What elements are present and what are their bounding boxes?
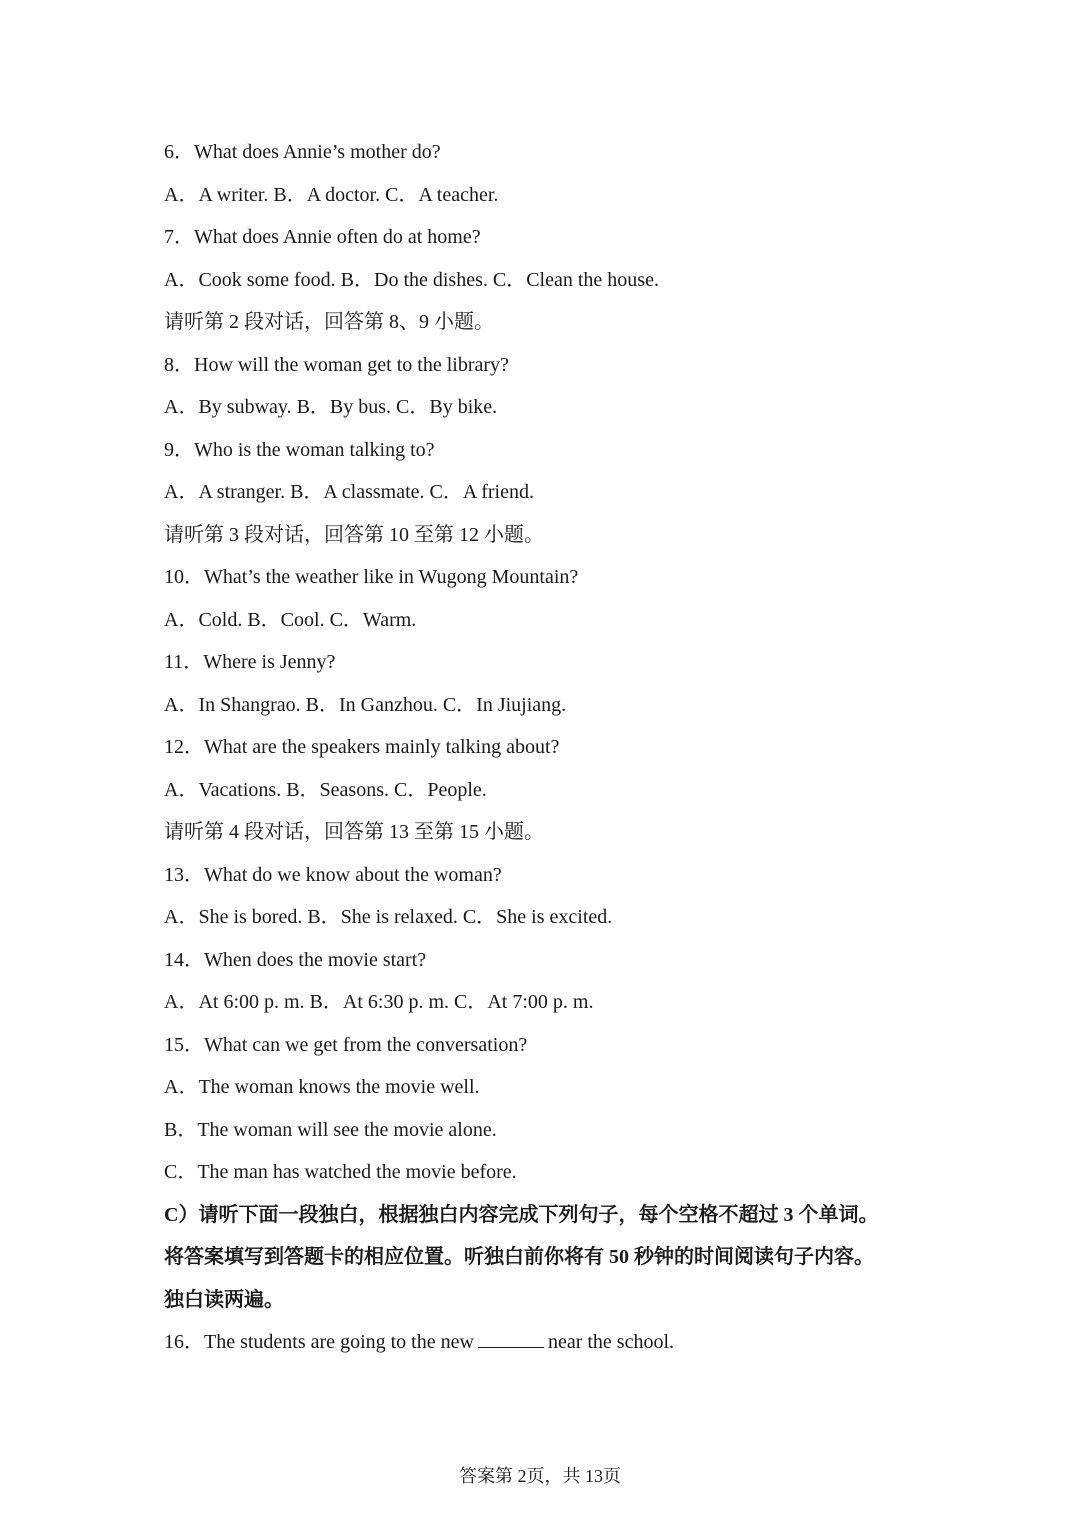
question-16-after: near the school. bbox=[547, 1331, 675, 1353]
options-14: A．At 6:00 p. m. B．At 6:30 p. m. C．At 7:00 p. m. bbox=[164, 991, 594, 1013]
content bbox=[164, 131, 944, 1364]
question-11: 11．Where is Jenny? bbox=[164, 651, 336, 673]
question-16 bbox=[164, 1321, 944, 1364]
instruction-dialogue-3: 请听第 3 段对话，回答第 10 至第 12 小题。 bbox=[164, 523, 544, 546]
section-c-instructions bbox=[164, 1194, 944, 1322]
instruction-dialogue-2: 请听第 2 段对话，回答第 8、9 小题。 bbox=[164, 311, 494, 333]
options-12: A．Vacations. B．Seasons. C．People. bbox=[164, 778, 487, 801]
question-14: 14．When does the movie start? bbox=[164, 948, 427, 971]
option-15-c: C．The man has watched the movie before. bbox=[164, 1161, 517, 1183]
option-15-b: B．The woman will see the movie alone. bbox=[164, 1118, 497, 1141]
question-9: 9．Who is the woman talking to? bbox=[164, 438, 435, 461]
page-footer: 答案第 2页，共 13页 bbox=[459, 1466, 621, 1486]
question-7: 7．What does Annie often do at home? bbox=[164, 226, 481, 248]
question-12: 12．What are the speakers mainly talking about? bbox=[164, 736, 560, 758]
answer-blank bbox=[478, 1329, 544, 1348]
question-15: 15．What can we get from the conversation? bbox=[164, 1033, 528, 1056]
options-10: A．Cold. B．Cool. C．Warm. bbox=[164, 608, 417, 631]
option-15-a: A．The woman knows the movie well. bbox=[164, 1076, 480, 1098]
question-13: 13．What do we know about the woman? bbox=[164, 863, 502, 886]
section-c-line-3: 独白读两遍。 bbox=[164, 1288, 284, 1311]
section-c-line-1: C）请听下面一段独白，根据独白内容完成下列句子，每个空格不超过 3 个单词。 bbox=[164, 1203, 879, 1226]
options-13: A．She is bored. B．She is relaxed. C．She is excited. bbox=[164, 906, 613, 928]
question-6: 6．What does Annie’s mother do? bbox=[164, 141, 441, 163]
options-8: A．By subway. B．By bus. C．By bike. bbox=[164, 396, 498, 418]
options-6: A．A writer. B．A doctor. C．A teacher. bbox=[164, 183, 499, 206]
question-16-before: 16．The students are going to the new bbox=[164, 1331, 474, 1353]
section-c-line-2: 将答案填写到答题卡的相应位置。听独白前你将有 50 秒钟的时间阅读句子内容。 bbox=[164, 1246, 874, 1268]
question-8: 8．How will the woman get to the library? bbox=[164, 353, 509, 376]
options-11: A．In Shangrao. B．In Ganzhou. C．In Jiujiang. bbox=[164, 693, 567, 716]
question-10: 10．What’s the weather like in Wugong Mountain? bbox=[164, 566, 579, 588]
options-7: A．Cook some food. B．Do the dishes. C．Clean the house. bbox=[164, 268, 659, 291]
options-9: A．A stranger. B．A classmate. C．A friend. bbox=[164, 481, 534, 503]
instruction-dialogue-4: 请听第 4 段对话，回答第 13 至第 15 小题。 bbox=[164, 821, 544, 843]
